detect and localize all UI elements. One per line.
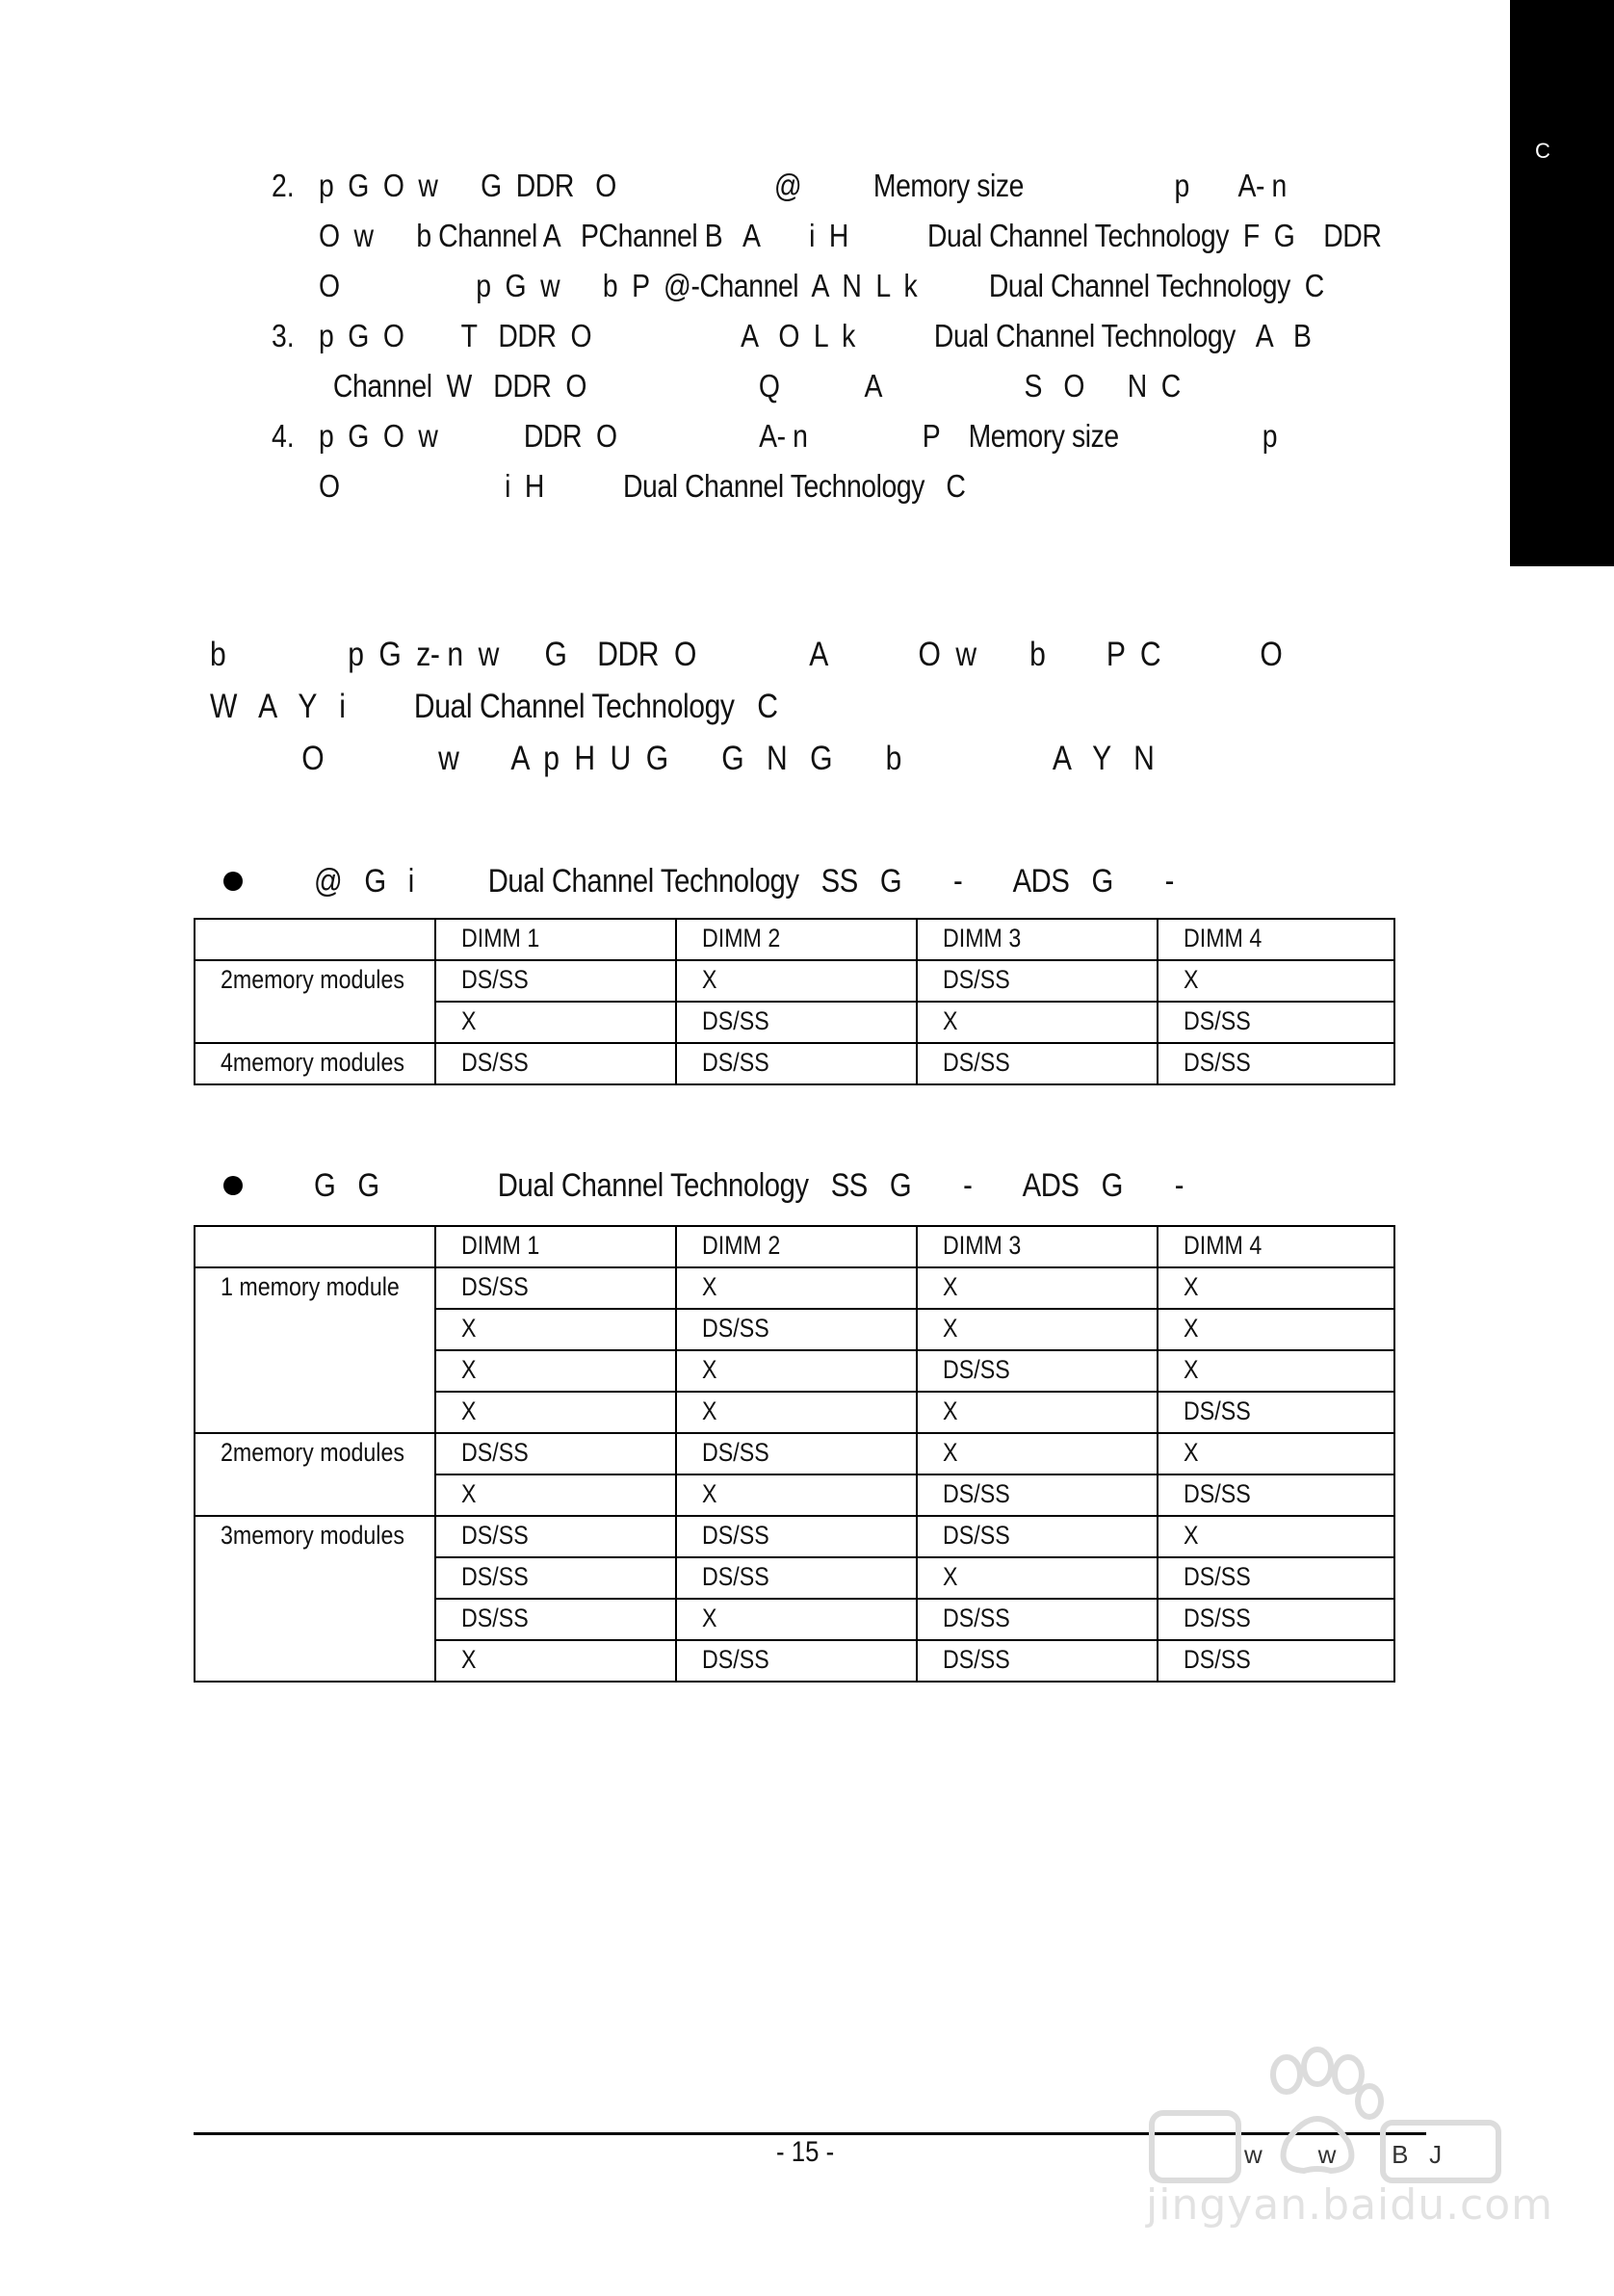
table-header-cell: DIMM 2 bbox=[676, 1226, 917, 1267]
item-number-4: 4. bbox=[272, 418, 295, 454]
footer-right-text: w w B J bbox=[1244, 2140, 1443, 2169]
table-cell: X bbox=[1158, 960, 1394, 1002]
table-cell: X bbox=[1158, 1267, 1394, 1309]
table-cell: X bbox=[917, 1002, 1158, 1043]
table-cell: DS/SS bbox=[435, 1516, 676, 1557]
table-cell: DS/SS bbox=[676, 1640, 917, 1682]
table-cell: DS/SS bbox=[1158, 1474, 1394, 1516]
item-2-line-3: O p G w b P @-Channel A N L k Dual Channel Technology C bbox=[319, 268, 1324, 303]
table-cell: DS/SS bbox=[1158, 1557, 1394, 1599]
table-header-row bbox=[195, 1226, 1394, 1267]
table-cell: DS/SS bbox=[1158, 1392, 1394, 1433]
table-header-cell: DIMM 3 bbox=[917, 1226, 1158, 1267]
page-number: - 15 - bbox=[776, 2136, 835, 2168]
table-cell: X bbox=[917, 1309, 1158, 1350]
table1-heading: @ G i Dual Channel Technology SS G - ADS G - bbox=[314, 863, 1174, 900]
table-cell: DS/SS bbox=[435, 1599, 676, 1640]
table-cell: X bbox=[1158, 1350, 1394, 1392]
table-cell: DS/SS bbox=[435, 1433, 676, 1474]
table-cell: DS/SS bbox=[1158, 1599, 1394, 1640]
table1-bullet-icon bbox=[223, 872, 243, 891]
item-4-line-1: p G O w DDR O A- n P Memory size p bbox=[319, 418, 1278, 454]
table-cell: X bbox=[917, 1433, 1158, 1474]
table-cell: DS/SS bbox=[435, 1267, 676, 1309]
table-header-cell: DIMM 3 bbox=[917, 919, 1158, 960]
table2-dimm-config bbox=[194, 1225, 1395, 1683]
table-row bbox=[195, 1267, 1394, 1309]
table-header-cell bbox=[195, 1226, 435, 1267]
item-2-line-2: O w b Channel A PChannel B A i H Dual Channel Technology F G DDR bbox=[319, 218, 1382, 253]
table-cell: DS/SS bbox=[676, 1002, 917, 1043]
table-cell: DS/SS bbox=[435, 1043, 676, 1084]
table-cell: DS/SS bbox=[917, 1516, 1158, 1557]
table-cell: DS/SS bbox=[435, 960, 676, 1002]
table-cell: X bbox=[676, 1474, 917, 1516]
table-cell: DS/SS bbox=[1158, 1640, 1394, 1682]
row-group-label: 1 memory module bbox=[195, 1267, 435, 1433]
table-cell: DS/SS bbox=[1158, 1002, 1394, 1043]
row-group-label: 4memory modules bbox=[195, 1043, 435, 1084]
table-cell: DS/SS bbox=[676, 1309, 917, 1350]
table-cell: X bbox=[435, 1309, 676, 1350]
table-cell: X bbox=[676, 1392, 917, 1433]
paragraph-line-1: b p G z- n w G DDR O A O w b P C O bbox=[210, 636, 1283, 673]
table-cell: X bbox=[917, 1557, 1158, 1599]
item-2-line-1: p G O w G DDR O @ Memory size p A- n bbox=[319, 168, 1287, 203]
table-cell: X bbox=[435, 1474, 676, 1516]
table-cell: DS/SS bbox=[676, 1557, 917, 1599]
table-cell: DS/SS bbox=[676, 1043, 917, 1084]
table-header-cell: DIMM 4 bbox=[1158, 1226, 1394, 1267]
table-cell: X bbox=[676, 1350, 917, 1392]
table-cell: X bbox=[1158, 1433, 1394, 1474]
table2-heading: G G Dual Channel Technology SS G - ADS G - bbox=[314, 1167, 1184, 1204]
table-cell: DS/SS bbox=[917, 1350, 1158, 1392]
item-3-line-2: Channel W DDR O Q A S O N C bbox=[319, 368, 1181, 404]
table-cell: DS/SS bbox=[917, 1640, 1158, 1682]
table-row bbox=[195, 1043, 1394, 1084]
table-cell: DS/SS bbox=[676, 1516, 917, 1557]
watermark-text: jingyan.baidu.com bbox=[1146, 2180, 1554, 2230]
paragraph-line-2: W A Y i Dual Channel Technology C bbox=[210, 688, 778, 725]
chapter-side-tab-label: C bbox=[1535, 139, 1550, 163]
item-number-3: 3. bbox=[272, 318, 295, 353]
table1-dimm-config bbox=[194, 918, 1395, 1085]
row-group-label: 3memory modules bbox=[195, 1516, 435, 1682]
table-cell: X bbox=[435, 1002, 676, 1043]
table2-bullet-icon bbox=[223, 1176, 243, 1195]
table-header-cell: DIMM 1 bbox=[435, 919, 676, 960]
table-header-cell bbox=[195, 919, 435, 960]
table-header-row bbox=[195, 919, 1394, 960]
table-cell: X bbox=[676, 960, 917, 1002]
table-cell: X bbox=[1158, 1309, 1394, 1350]
table-cell: X bbox=[435, 1350, 676, 1392]
table-cell: X bbox=[917, 1267, 1158, 1309]
table-cell: DS/SS bbox=[917, 1474, 1158, 1516]
table-cell: DS/SS bbox=[917, 1043, 1158, 1084]
paragraph-line-3: O w A p H U G G N G b A Y N bbox=[210, 740, 1155, 777]
row-group-label: 2memory modules bbox=[195, 1433, 435, 1516]
table-cell: DS/SS bbox=[917, 1599, 1158, 1640]
table-cell: X bbox=[435, 1392, 676, 1433]
table-header-cell: DIMM 1 bbox=[435, 1226, 676, 1267]
table-cell: X bbox=[676, 1599, 917, 1640]
table-row bbox=[195, 1516, 1394, 1557]
table-cell: DS/SS bbox=[435, 1557, 676, 1599]
table-cell: X bbox=[676, 1267, 917, 1309]
table-cell: DS/SS bbox=[917, 960, 1158, 1002]
item-number-2: 2. bbox=[272, 168, 295, 203]
table-header-cell: DIMM 4 bbox=[1158, 919, 1394, 960]
chapter-side-tab bbox=[1510, 0, 1614, 566]
table-cell: X bbox=[1158, 1516, 1394, 1557]
item-4-line-2: O i H Dual Channel Technology C bbox=[319, 468, 966, 504]
table-header-cell: DIMM 2 bbox=[676, 919, 917, 960]
table-cell: X bbox=[435, 1640, 676, 1682]
table-row bbox=[195, 960, 1394, 1002]
table-cell: X bbox=[917, 1392, 1158, 1433]
table-row bbox=[195, 1433, 1394, 1474]
item-3-line-1: p G O T DDR O A O L k Dual Channel Technology A B bbox=[319, 318, 1312, 353]
row-group-label: 2memory modules bbox=[195, 960, 435, 1043]
table-cell: DS/SS bbox=[676, 1433, 917, 1474]
table-cell: DS/SS bbox=[1158, 1043, 1394, 1084]
